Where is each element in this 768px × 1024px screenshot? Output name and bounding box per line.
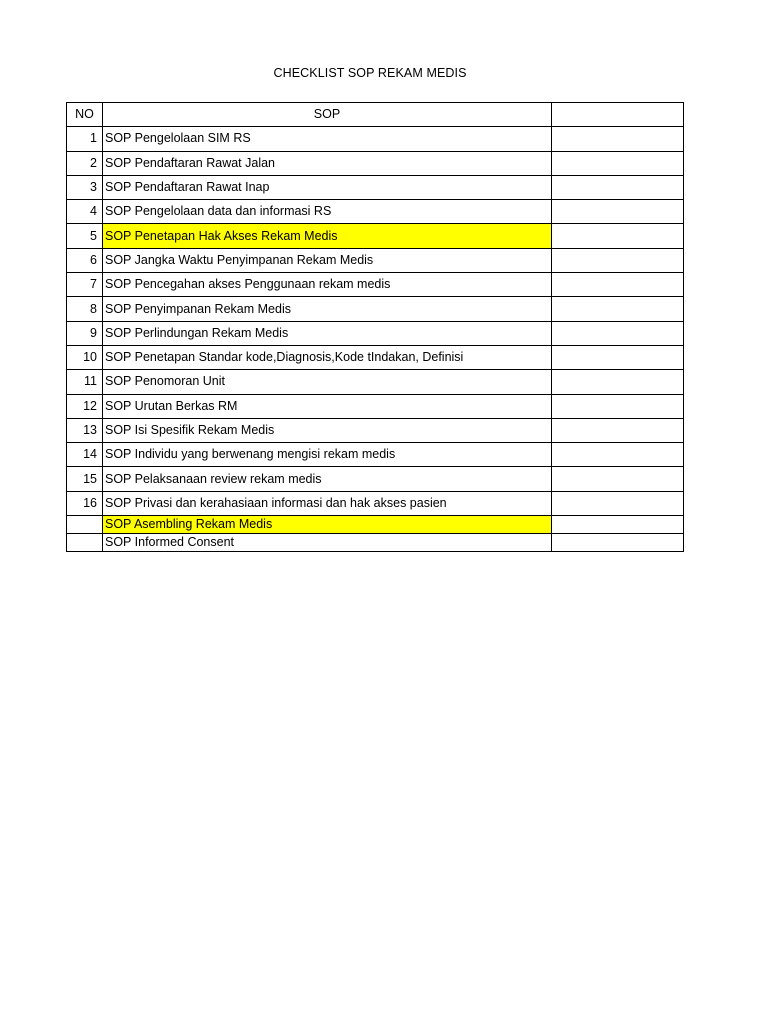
row-number: 14 [67, 443, 103, 467]
table-row [67, 297, 684, 321]
sop-name-cell: SOP Penetapan Standar kode,Diagnosis,Kode tIndakan, Definisi [103, 345, 552, 369]
table-row [67, 516, 684, 534]
sop-name-cell: SOP Urutan Berkas RM [103, 394, 552, 418]
table-row [67, 467, 684, 491]
table-row [67, 491, 684, 515]
table-row [67, 394, 684, 418]
sop-name-cell: SOP Individu yang berwenang mengisi rekam medis [103, 443, 552, 467]
check-cell[interactable] [552, 175, 684, 199]
check-cell[interactable] [552, 321, 684, 345]
row-number: 12 [67, 394, 103, 418]
row-number [67, 534, 103, 552]
row-number: 1 [67, 127, 103, 151]
row-number: 2 [67, 151, 103, 175]
check-cell[interactable] [552, 491, 684, 515]
row-number: 16 [67, 491, 103, 515]
check-cell[interactable] [552, 297, 684, 321]
sop-name-cell: SOP Penetapan Hak Akses Rekam Medis [103, 224, 552, 248]
sop-name-cell: SOP Jangka Waktu Penyimpanan Rekam Medis [103, 248, 552, 272]
sop-name-cell: SOP Penomoran Unit [103, 370, 552, 394]
row-number [67, 516, 103, 534]
header-no: NO [67, 103, 103, 127]
table-row [67, 345, 684, 369]
sop-name-cell: SOP Pendaftaran Rawat Jalan [103, 151, 552, 175]
row-number: 11 [67, 370, 103, 394]
table-row [67, 534, 684, 552]
sop-name-cell: SOP Informed Consent [103, 534, 552, 552]
table-row [67, 443, 684, 467]
table-row [67, 248, 684, 272]
row-number: 7 [67, 273, 103, 297]
table-row [67, 127, 684, 151]
sop-name-cell: SOP Perlindungan Rekam Medis [103, 321, 552, 345]
sop-name-cell: SOP Pengelolaan SIM RS [103, 127, 552, 151]
table-row [67, 151, 684, 175]
sop-name-cell: SOP Pencegahan akses Penggunaan rekam medis [103, 273, 552, 297]
sop-checklist-table [66, 102, 684, 552]
row-number: 10 [67, 345, 103, 369]
table-row [67, 321, 684, 345]
check-cell[interactable] [552, 534, 684, 552]
check-cell[interactable] [552, 467, 684, 491]
sop-name-cell: SOP Asembling Rekam Medis [103, 516, 552, 534]
row-number: 13 [67, 418, 103, 442]
check-cell[interactable] [552, 127, 684, 151]
sop-name-cell: SOP Pendaftaran Rawat Inap [103, 175, 552, 199]
check-cell[interactable] [552, 273, 684, 297]
table-row [67, 224, 684, 248]
check-cell[interactable] [552, 370, 684, 394]
check-cell[interactable] [552, 200, 684, 224]
page-title: CHECKLIST SOP REKAM MEDIS [273, 66, 467, 80]
table-row [67, 418, 684, 442]
table-row [67, 200, 684, 224]
check-cell[interactable] [552, 345, 684, 369]
check-cell[interactable] [552, 224, 684, 248]
table-row [67, 370, 684, 394]
table-row [67, 273, 684, 297]
sop-name-cell: SOP Isi Spesifik Rekam Medis [103, 418, 552, 442]
row-number: 15 [67, 467, 103, 491]
check-cell[interactable] [552, 418, 684, 442]
header-sop: SOP [103, 103, 552, 127]
check-cell[interactable] [552, 516, 684, 534]
table-row [67, 175, 684, 199]
check-cell[interactable] [552, 394, 684, 418]
row-number: 5 [67, 224, 103, 248]
check-cell[interactable] [552, 443, 684, 467]
sop-name-cell: SOP Penyimpanan Rekam Medis [103, 297, 552, 321]
row-number: 4 [67, 200, 103, 224]
row-number: 9 [67, 321, 103, 345]
check-cell[interactable] [552, 151, 684, 175]
row-number: 8 [67, 297, 103, 321]
row-number: 6 [67, 248, 103, 272]
sop-name-cell: SOP Pengelolaan data dan informasi RS [103, 200, 552, 224]
check-cell[interactable] [552, 248, 684, 272]
sop-name-cell: SOP Privasi dan kerahasiaan informasi dan hak akses pasien [103, 491, 552, 515]
sop-name-cell: SOP Pelaksanaan review rekam medis [103, 467, 552, 491]
table-header-row [67, 103, 684, 127]
header-check[interactable] [552, 103, 684, 127]
row-number: 3 [67, 175, 103, 199]
